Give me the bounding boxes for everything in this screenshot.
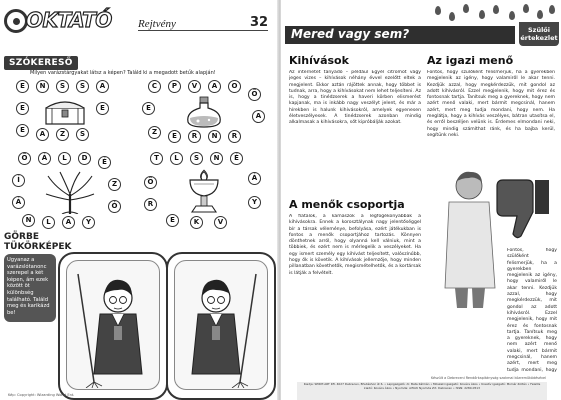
header-rule [138,30,268,31]
szokereso-instruction: Milyen varázstárgyakat látsz a képen? Találd ki a megadott betűk alapján! [30,70,216,76]
puzzle-letter: Y [82,216,95,229]
igazi-meno-body-continued [507,248,557,372]
right-page [281,0,561,400]
puzzle-letter: N [36,80,49,93]
left-image-caption: Kép: Copyright: Wizarding World Ent. [8,393,75,397]
decorative-drops [431,2,559,22]
puzzle-letter: D [78,152,91,165]
puzzle-letter: Ö [144,176,157,189]
puzzle-letter: Á [248,172,261,185]
drop-icon [537,10,543,19]
logo-ring-icon [4,9,28,33]
parents-meeting-badge [519,22,559,46]
puzzle-chest [8,78,128,146]
puzzle-letter: E [16,124,29,137]
wizard-boy-left-illustration [68,264,158,388]
puzzle-goblet [138,150,272,230]
thumbs-down-icon [493,176,553,242]
drop-icon [549,5,555,14]
igazi-meno-body: Fontos, hogy szülőként felismerjük, ha a gyerekben megjelenik az igény, hogy valamiről le akar tenni. Kezdjük azzal, hogy megkérdezzük, mit gondol az adott kihívásról. Ezzel megjelenik, hogy mit érez és fontosnak tartja. Tanítsuk meg a gyereknek, hogy nem azért menő valaki, mert bármit megcsinál, hanem azért, mert meg tudja mondani, hogy nem. Ha meglátja, hogy a kihívás veszélyes, bátran utasítsa el, és erről beszéljen velünk is. Érdemes elmondani neki, hogy mindig számíthat ránk, és ha bajba kerül, segítünk neki. [427,70,555,138]
puzzle-letter: Á [12,196,25,209]
willow-tree-icon [42,170,98,214]
puzzle-letter: Í [12,174,25,187]
igazi-meno-heading: Az igazi menő [427,54,514,67]
drop-icon [449,12,455,21]
badge-line1: Szülői [527,26,550,34]
puzzle-letter: A [62,216,75,229]
igazi-meno-continued-text: Fontos, hogy szülőként felismerjük, ha a gyerekben megjelenik az igény, hogy valamiről le akar tenni. Kezdjük azzal, hogy megkérdezzük, mit gondol az adott kihívásról. Ezzel megjelenik, hogy mit érez és fontosnak tartja. Tanítsuk meg a gyereknek, hogy nem azért menő valaki, mert bármit megcsinál, hanem azért, mert meg tudja mondani, hogy [507,248,557,372]
puzzle-letter: Z [56,128,69,141]
puzzle-letter: S [190,152,203,165]
puzzle-letter: L [58,152,71,165]
puzzle-letter: L [42,216,55,229]
photo-caption: Készült a Debreceni Rendőrkapitányság szakmai közreműködésével [431,376,547,380]
puzzle-letter: Z [108,178,121,191]
logo-text: OKTATÓ [26,8,112,32]
puzzle-letter: E [142,102,155,115]
szokereso-title: SZÓKERESŐ [4,56,78,70]
puzzle-letter: S [76,128,89,141]
puzzle-letter: R [188,130,201,143]
left-page [0,0,278,400]
section-label: Rejtvény [138,18,176,30]
drop-icon [523,4,529,13]
puzzle-letter: É [230,152,243,165]
drop-icon [479,10,485,19]
kihivasok-body: Az internetet tanyadó – például Egyél citromot vagy jeges vizes – kihívások néhány évvel ezelőtt eltek a megjelent. Ekkor aztán rájöttek annak, hogy többet is tudnak, arra, hogy a kihívásokat nem lehet teljesíteni. Az is, hogy a tinédzserek a haveri körben elismerést kapjanak, ma is inkább nagy veszélyt jelent, és már a hírekben is halunk kihívásokról, amelyek egyenesen életveszélyesek. A tinédzserek azonban mindig alkalmasak a kihívásokra, sőt kipróbálják azokat. [289,70,421,126]
puzzle-letter: Ő [18,152,31,165]
puzzle-letter: E [96,102,109,115]
drop-icon [463,4,469,13]
puzzle-letter: R [228,130,241,143]
page-number: 32 [250,15,269,30]
puzzle-letter: P [168,80,181,93]
puzzle-letter: Ő [248,88,261,101]
puzzle-letter: V [214,216,227,229]
puzzle-letter: Á [38,152,51,165]
puzzle-letter: S [76,80,89,93]
menok-body: A fiatalok, a kamaszok a legfogékonyabbak a kihívásokra. Ennek a korosztálynak nagy jelentőséggel bír a társak véleménye, befolyása, ezért játékukban is fontos a menők csoportjához tartozás. Könnyen dönthetnek arról, hogy olyanná kell válniuk, mint a többiek, és ezért nem is mérlegelik a veszélyeket. Ha egy ismert személy egy kihívást teljesített, valószínűbb, hogy ők is követik. A kihívások jellemzője, hogy minden pillanatban követhetők, megismételhetők, és a kortársak is látják a felvételt. [289,214,421,276]
puzzle-letter: N [210,152,223,165]
puzzle-letter: L [170,152,183,165]
gorbe-instruction-box: Ugyanaz a varázslótanonc szerepel a két képen, ám ezek között öt különbség található. Találd meg és karikázd be! [4,254,56,322]
puzzle-letter: V [188,80,201,93]
puzzle-potion [138,78,272,146]
puzzle-letter: N [208,130,221,143]
drop-icon [493,5,499,14]
puzzle-letter: A [96,80,109,93]
puzzle-letter: A [36,128,49,141]
puzzle-letter: K [190,216,203,229]
puzzle-letter: E [166,214,179,227]
puzzle-letter: T [150,152,163,165]
puzzle-letter: Ó [108,200,121,213]
puzzle-tree [8,150,128,230]
puzzle-letter: C [148,80,161,93]
puzzle-letter: Y [248,196,261,209]
gorbe-title [4,232,71,252]
puzzle-letter: A [208,80,221,93]
drop-icon [435,6,441,15]
kihivasok-heading: Kihívások [289,54,349,67]
gorbe-title-line1: GÖRBE [4,232,39,242]
goblet-of-fire-icon [182,168,226,214]
wizard-boy-right-illustration [176,264,266,388]
badge-line2: értekezlet [520,34,558,42]
gorbe-title-line2: TÜKÖRKÉPEK [4,242,72,252]
menok-heading: A menők csoportja [289,198,405,211]
oktato-logo [4,6,112,36]
page-title: Mered vagy sem? [291,27,410,41]
puzzle-letter: E [16,102,29,115]
puzzle-letter: O [228,80,241,93]
puzzle-letter: E [168,130,181,143]
puzzle-letter: E [16,80,29,93]
puzzle-letter: N [22,214,35,227]
drop-icon [509,11,515,20]
puzzle-letter: É [98,156,111,169]
imprint-box: Kiadja: SPIRIT-ART Kft. 4027 Debrecen, Bhutáshoz út 6. • Lapigazgató: dr. Bata Kálmán • Műszaki igazgató: Kovács Ákos • Kreatív igazgató: Molnár Zoltán • Felelős kiadó: Kovács Ákos • Nyomda: Alföldi Nyomda Zrt. Debrecen • ISSN: 2280-0513 [297,382,547,400]
puzzle-letter: A [252,110,265,123]
potion-bottle-icon [182,96,226,128]
puzzle-letter: S [56,80,69,93]
puzzle-letter: Z [148,126,161,139]
treasure-chest-icon [44,98,86,126]
puzzle-letter: R [144,198,157,211]
